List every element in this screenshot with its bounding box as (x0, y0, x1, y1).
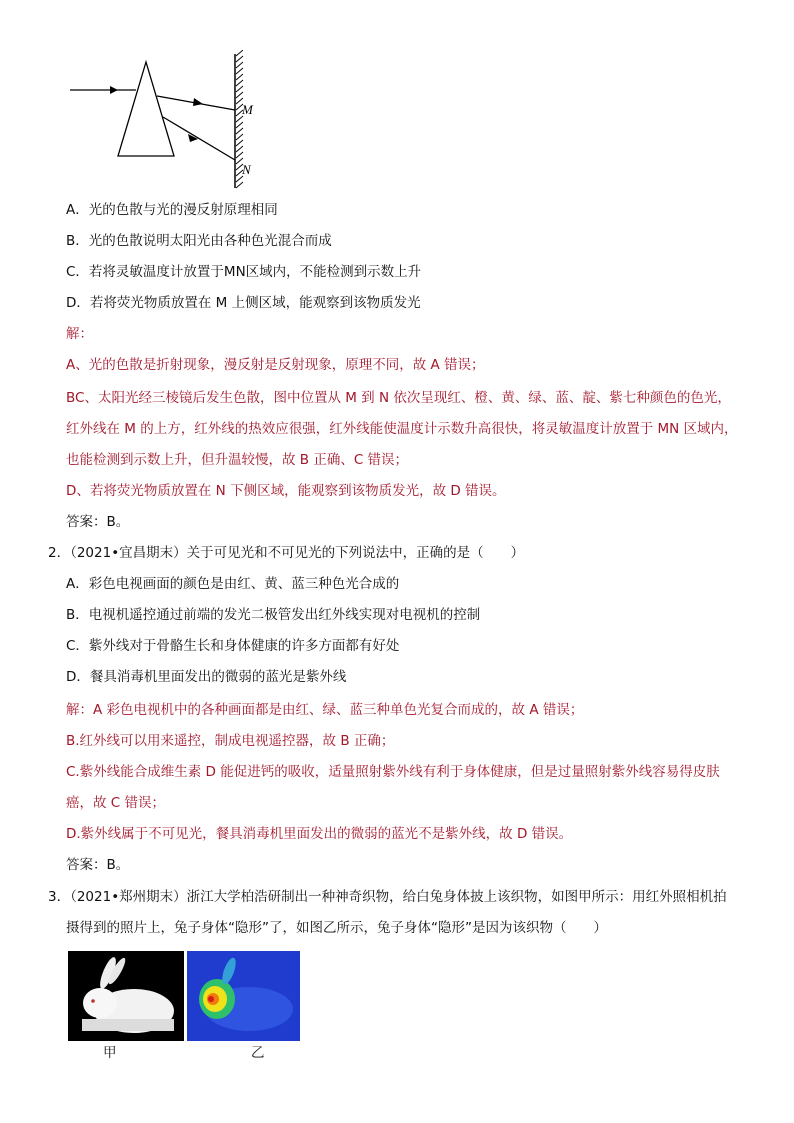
q2-solution-line: B.红外线可以用来遥控，制成电视遥控器，故 B 正确； (66, 733, 395, 749)
q2-option-d: D．餐具消毒机里面发出的微弱的蓝光是紫外线 (66, 669, 347, 685)
q1-option-d: D．若将荧光物质放置在 M 上侧区域，能观察到该物质发光 (66, 295, 421, 311)
q1-solution-line: 也能检测到示数上升，但升温较慢，故 B 正确、C 错误； (66, 452, 409, 468)
infrared-photo (187, 951, 300, 1041)
q1-option-b: B．光的色散说明太阳光由各种色光混合而成 (66, 233, 332, 249)
q2-option-c: C．紫外线对于骨骼生长和身体健康的许多方面都有好处 (66, 638, 400, 654)
rabbit-photo (68, 951, 184, 1041)
caption-jia: 甲 (103, 1045, 117, 1061)
caption-yi: 乙 (251, 1045, 265, 1061)
q2-option-a: A．彩色电视画面的颜色是由红、黄、蓝三种色光合成的 (66, 576, 400, 592)
label-n: N (242, 162, 251, 177)
q1-option-a: A．光的色散与光的漫反射原理相同 (66, 202, 278, 218)
q1-solution-line: A、光的色散是折射现象，漫反射是反射现象，原理不同，故 A 错误； (66, 357, 485, 373)
q1-solution-line: BC、太阳光经三棱镜后发生色散，图中位置从 M 到 N 依次呈现红、橙、黄、绿、蓝、靛、紫七种颜色的色光， (66, 390, 731, 406)
q1-solution-heading: 解： (66, 326, 93, 342)
q2-solution-line: 癌，故 C 错误； (66, 795, 166, 811)
q2-option-b: B．电视机遥控通过前端的发光二极管发出红外线实现对电视机的控制 (66, 607, 481, 623)
q2-stem: 2．（2021•宜昌期末）关于可见光和不可见光的下列说法中，正确的是（ ） (48, 545, 525, 561)
q1-solution-line: 红外线在 M 的上方，红外线的热效应很强，红外线能使温度计示数升高很快，将灵敏温度计放置于 MN 区域内， (66, 421, 738, 437)
q2-solution-line: 解：A 彩色电视机中的各种画面都是由红、绿、蓝三种单色光复合而成的，故 A 错误； (66, 702, 584, 718)
q1-option-c: C．若将灵敏温度计放置于MN区域内，不能检测到示数上升 (66, 264, 422, 280)
prism-diagram (60, 50, 280, 195)
label-m: M (242, 102, 253, 117)
q2-solution-line: C.紫外线能合成维生素 D 能促进钙的吸收，适量照射紫外线有利于身体健康，但是过量照射紫外线容易得皮肤 (66, 764, 720, 780)
q2-solution-line: D.紫外线属于不可见光，餐具消毒机里面发出的微弱的蓝光不是紫外线，故 D 错误。 (66, 826, 573, 842)
q1-solution-line: D、若将荧光物质放置在 N 下侧区域，能观察到该物质发光，故 D 错误。 (66, 483, 506, 499)
q3-stem: 3．（2021•郑州期末）浙江大学柏浩研制出一种神奇织物，给白兔身体披上该织物，如图甲所示：用红外照相机拍 (48, 889, 727, 905)
q1-answer: 答案：B。 (66, 514, 130, 530)
q2-answer: 答案：B。 (66, 857, 130, 873)
q3-stem: 摄得到的照片上，兔子身体“隐形”了，如图乙所示，兔子身体“隐形”是因为该织物（ ） (66, 920, 607, 936)
